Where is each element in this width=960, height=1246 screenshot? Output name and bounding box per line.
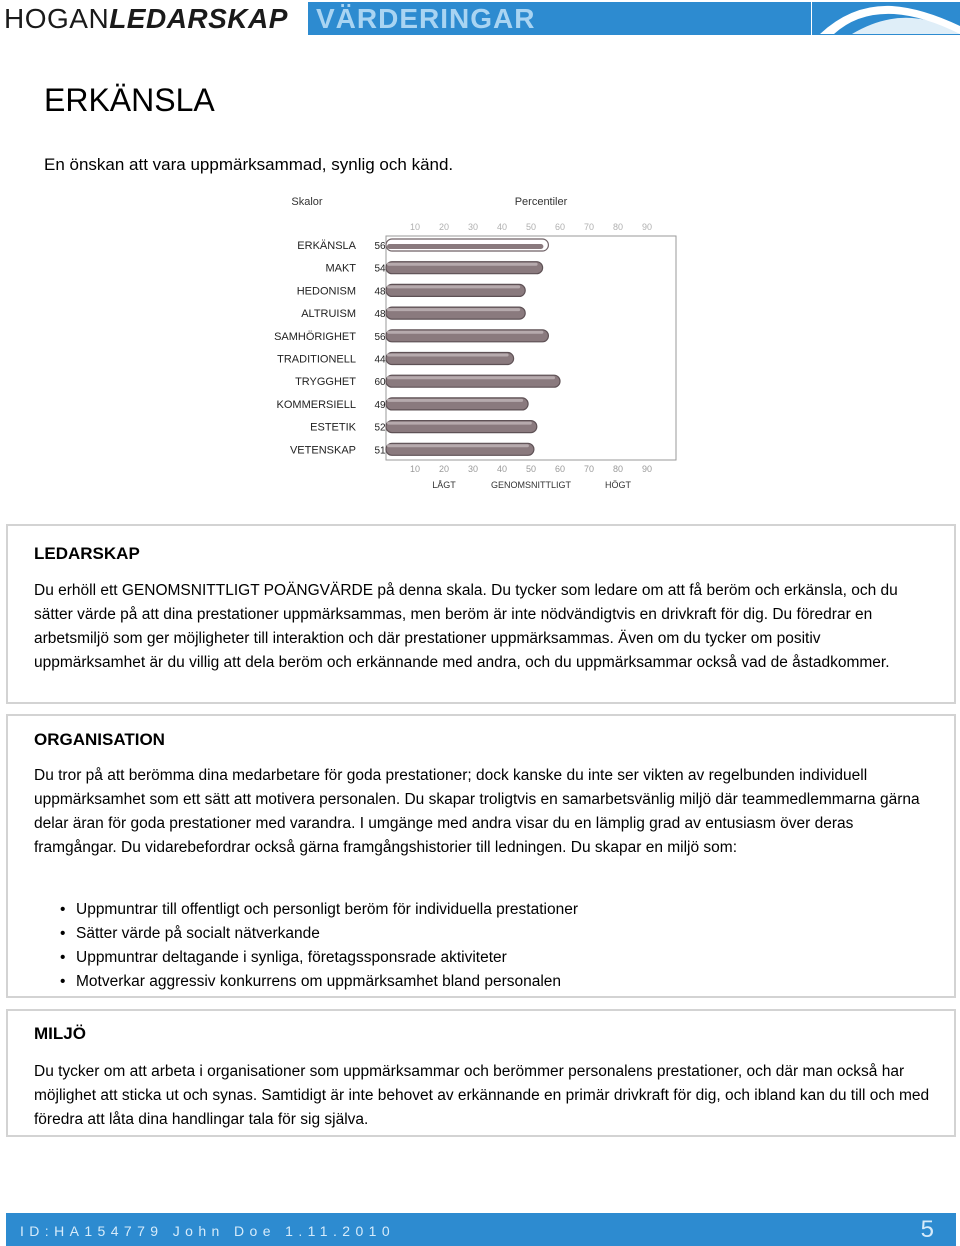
page-header xyxy=(0,0,960,38)
scale-label: ERKÄNSLA xyxy=(297,240,356,252)
scale-label: HEDONISM xyxy=(296,285,356,298)
column-header-scales: Skalor xyxy=(291,196,323,208)
scale-label: TRYGGHET xyxy=(295,376,356,389)
environment-section xyxy=(6,1009,956,1137)
page-footer xyxy=(6,1213,956,1246)
organisation-text: Du tror på att berömma dina medarbetare för goda prestationer; dock kanske du inte ser vikten av regelbunden individuell uppmärksamhet som ett sätt att motivera personalen. Du skapar troligtvis en samarbetsvänlig miljö där teammedlemmarna gärna delar äran för goda prestationer med varandra. I umgänge med andra visar du en lämplig grad av entusiasm över deras framgångar. Du vidarebefordrar också gärna framgångshistorier till ledningen. Du skapar en miljö som: xyxy=(34,767,920,856)
x-tick-label-top: 40 xyxy=(496,222,508,232)
scale-score: 48 xyxy=(374,286,386,298)
x-tick-label-top: 50 xyxy=(525,222,537,232)
bar-highlight xyxy=(387,399,523,402)
x-tick-label-bottom: 90 xyxy=(641,464,653,474)
x-tick-label-bottom: 20 xyxy=(438,464,450,474)
leadership-heading: LEDARSKAP xyxy=(34,544,140,563)
x-tick-label-bottom: 60 xyxy=(554,464,566,474)
leadership-text: Du erhöll ett GENOMSNITTLIGT POÄNGVÄRDE på denna skala. Du tycker som ledare om att få beröm och erkänsla, och du sätter värde på att dina prestationer uppmärksammas, men beröm är inte nödvändigtvis en drivkraft för dig. Du föredrar en arbetsmiljö som ger möjligheter till interaktion och där prestationer uppmärksammas. Även om du tycker om positiv uppmärksamhet är du villig att dela beröm och erkännande med andra, och du uppmärksammar också vad de åstadkommer. xyxy=(34,582,898,671)
scale-score: 52 xyxy=(374,422,386,434)
scale-label: ESTETIK xyxy=(310,421,356,434)
x-tick-label-bottom: 10 xyxy=(409,464,421,474)
x-tick-label-top: 70 xyxy=(583,222,595,232)
scale-label: ALTRUISM xyxy=(301,308,356,321)
bar-highlight xyxy=(387,244,543,249)
footer-id: ID:HA154779 John Doe 1.11.2010 xyxy=(20,1223,396,1239)
list-item: • Uppmuntrar deltagande i synliga, företagssponsrade aktiviteter xyxy=(60,946,578,970)
organisation-section xyxy=(6,714,956,998)
scale-score: 56 xyxy=(374,241,386,252)
list-item: • Sätter värde på socialt nätverkande xyxy=(60,922,578,946)
x-tick-label-top: 90 xyxy=(641,222,653,232)
scale-score: 60 xyxy=(374,377,386,389)
swoosh-logo-icon xyxy=(812,0,960,36)
band-label: GENOMSNITTLIGT xyxy=(490,480,572,490)
page-subtitle: En önskan att vara uppmärksammad, synlig och känd. xyxy=(44,155,454,174)
scale-score: 56 xyxy=(374,331,386,343)
bar-highlight xyxy=(387,444,529,447)
list-item: • Uppmuntrar till offentligt och personligt beröm för individuella prestationer xyxy=(60,898,578,922)
scale-score: 49 xyxy=(374,399,386,411)
x-tick-label-bottom: 30 xyxy=(467,464,479,474)
bar-highlight xyxy=(387,331,543,334)
x-tick-label-bottom: 80 xyxy=(612,464,624,474)
bar-highlight xyxy=(387,308,520,311)
scale-label: VETENSKAP xyxy=(289,444,356,457)
page-number: 5 xyxy=(920,1216,934,1243)
scale-score: 48 xyxy=(374,309,386,321)
x-tick-label-top: 30 xyxy=(467,222,479,232)
bar-highlight xyxy=(387,422,532,425)
list-item: • Motverkar aggressiv konkurrens om uppmärksamhet bland personalen xyxy=(60,970,578,994)
x-tick-label-bottom: 40 xyxy=(496,464,508,474)
bar-highlight xyxy=(387,376,555,379)
column-header-percentiles: Percentiler xyxy=(514,196,568,208)
x-tick-label-top: 10 xyxy=(409,222,421,232)
organisation-bullet-list xyxy=(60,898,578,994)
percentile-chart xyxy=(0,186,960,496)
leadership-section xyxy=(6,524,956,704)
x-tick-label-top: 20 xyxy=(438,222,450,232)
environment-heading: MILJÖ xyxy=(34,1024,86,1043)
environment-text: Du tycker om att arbeta i organisationer som uppmärksammar och berömmer personalens prestationer, och där man också har möjlighet att sticka ut och synas. Samtidigt är inte behovet av erkännande en primär drivkraft för dig, och ibland kan du till och med föredra att låta dina handlingar tala för sig själva. xyxy=(34,1063,930,1128)
brand-part1: HOGAN xyxy=(4,3,110,34)
x-tick-label-bottom: 50 xyxy=(525,464,537,474)
section-label-bar xyxy=(308,2,811,35)
organisation-heading: ORGANISATION xyxy=(34,730,165,749)
scale-label: KOMMERSIELL xyxy=(276,398,356,411)
brand-logo xyxy=(4,2,288,36)
bar-highlight xyxy=(387,354,509,357)
scale-label: MAKT xyxy=(325,262,356,275)
brand-part2: LEDARSKAP xyxy=(109,3,288,34)
page-title: ERKÄNSLA xyxy=(44,82,215,118)
bar-highlight xyxy=(387,285,520,288)
band-label: LÅGT xyxy=(432,480,456,490)
band-label: HÖGT xyxy=(605,480,631,490)
scale-score: 44 xyxy=(374,354,386,366)
scale-score: 51 xyxy=(374,445,386,457)
x-tick-label-bottom: 70 xyxy=(583,464,595,474)
section-label: VÄRDERINGAR xyxy=(316,3,536,34)
scale-label: TRADITIONELL xyxy=(277,353,356,366)
x-tick-label-top: 60 xyxy=(554,222,566,232)
scale-label: SAMHÖRIGHET xyxy=(274,330,356,343)
scale-score: 54 xyxy=(374,263,386,275)
bar-highlight xyxy=(387,263,538,266)
x-tick-label-top: 80 xyxy=(612,222,624,232)
